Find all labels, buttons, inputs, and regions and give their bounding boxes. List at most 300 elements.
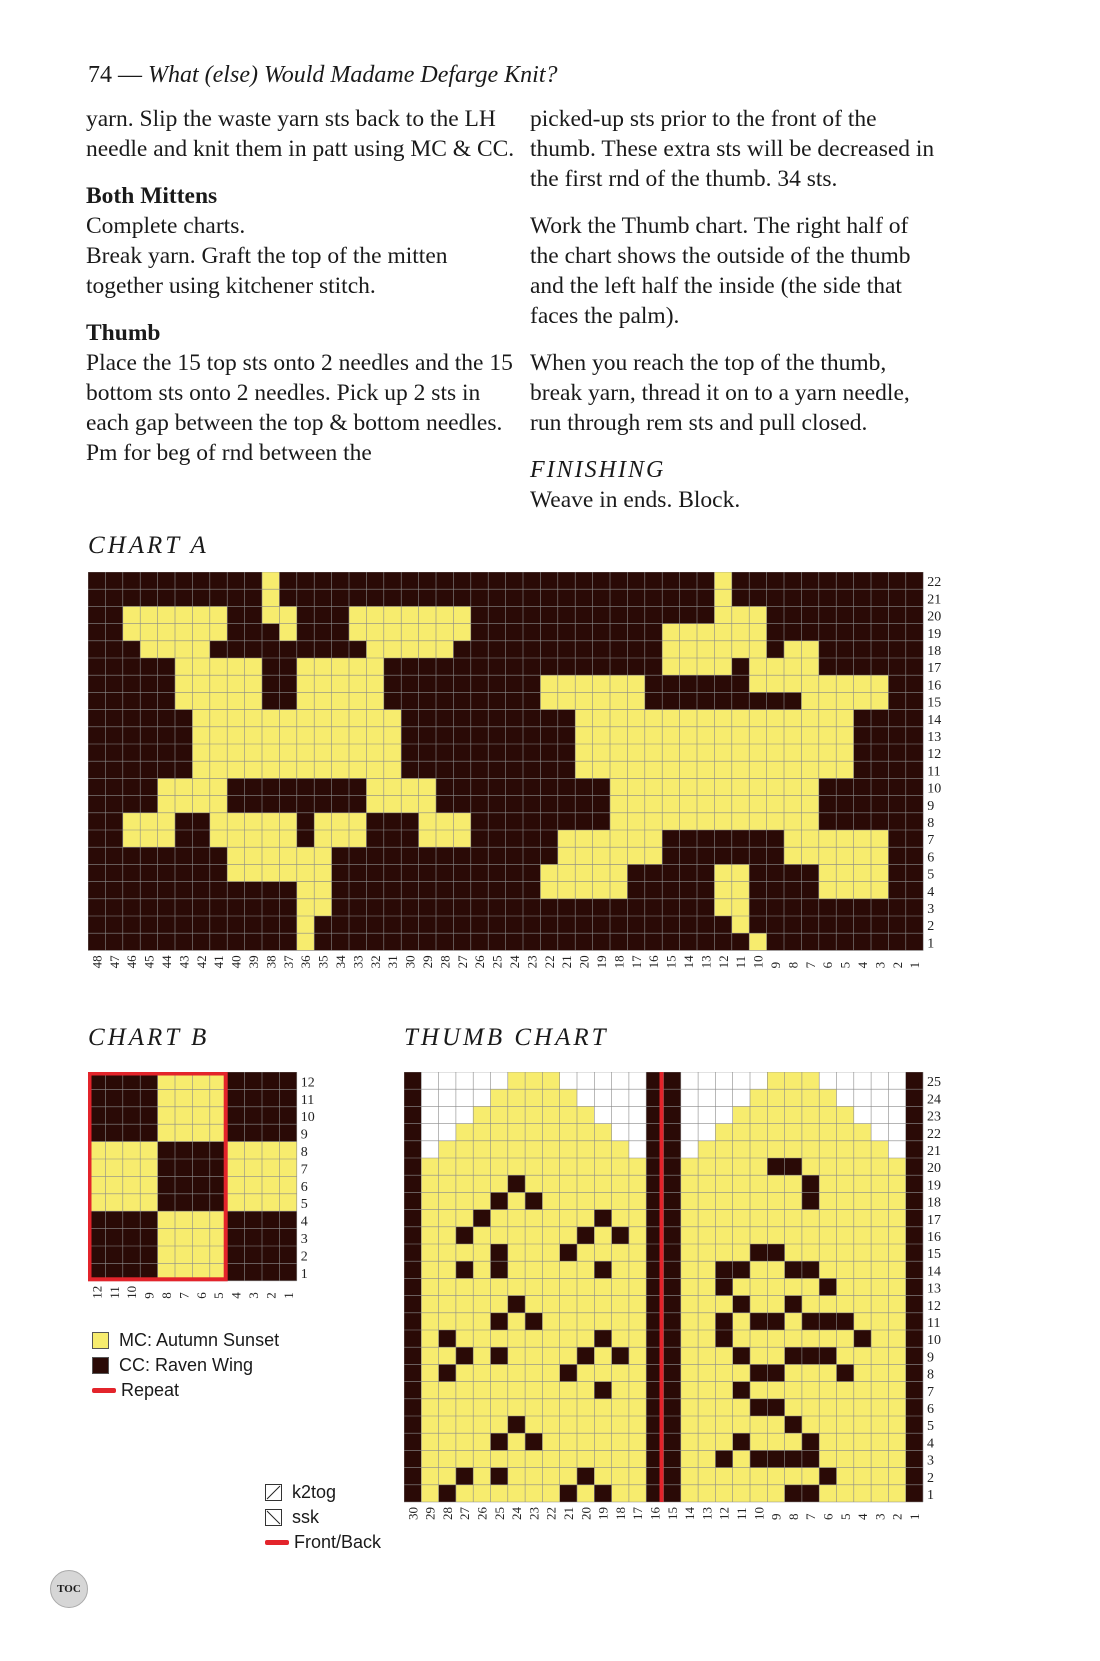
thumb-cell — [664, 1296, 681, 1313]
toc-button[interactable]: TOC — [50, 1570, 88, 1608]
thumb-cell — [888, 1347, 905, 1364]
chart-b-cell — [227, 1246, 244, 1263]
thumb-cell — [525, 1106, 542, 1123]
chart-b-cell — [227, 1176, 244, 1193]
thumb-cell — [612, 1106, 629, 1123]
thumb-cell — [456, 1399, 473, 1416]
thumb-cell — [664, 1399, 681, 1416]
thumb-cell — [681, 1089, 698, 1106]
thumb-text: Place the 15 top sts onto 2 needles and the 15 bottom sts onto 2 needles. Pick up 2 sts in each gap between the top & bottom needles. Pm for beg of rnd between the — [86, 350, 513, 466]
thumb-cc-cell — [439, 1485, 456, 1502]
thumb-col-number: 15 — [664, 1507, 680, 1520]
thumb-cell — [594, 1468, 611, 1485]
thumb-cell — [525, 1261, 542, 1278]
thumb-cell — [733, 1330, 750, 1347]
thumb-cell — [473, 1347, 490, 1364]
thumb-cell — [681, 1364, 698, 1381]
thumb-cell — [767, 1210, 784, 1227]
thumb-cell — [888, 1296, 905, 1313]
thumb-cell — [491, 1175, 508, 1192]
thumb-cell — [439, 1416, 456, 1433]
thumb-col-number: 4 — [855, 1513, 871, 1520]
thumb-cell — [542, 1330, 559, 1347]
thumb-cell — [906, 1175, 923, 1192]
thumb-cell — [404, 1416, 421, 1433]
thumb-col-number: 25 — [491, 1507, 507, 1520]
thumb-cell — [629, 1330, 646, 1347]
thumb-cell — [837, 1124, 854, 1141]
chart-b-cell — [105, 1159, 122, 1176]
chart-b-cell — [192, 1142, 209, 1159]
chart-b-row-number: 12 — [300, 1075, 315, 1091]
chart-a-col-number: 21 — [559, 955, 575, 969]
thumb-cell — [750, 1278, 767, 1295]
chart-a-grid — [88, 572, 988, 1002]
thumb-cell — [439, 1313, 456, 1330]
thumb-cc-cell — [577, 1347, 594, 1364]
thumb-cell — [439, 1296, 456, 1313]
thumb-col-number: 29 — [422, 1507, 438, 1520]
thumb-cell — [664, 1072, 681, 1089]
thumb-cell — [629, 1124, 646, 1141]
thumb-cell — [525, 1347, 542, 1364]
chart-a-col-number: 14 — [681, 955, 696, 969]
thumb-cell — [767, 1072, 784, 1089]
thumb-cell — [577, 1278, 594, 1295]
thumb-cell — [508, 1278, 525, 1295]
thumb-col-number: 13 — [699, 1507, 715, 1520]
thumb-cell — [629, 1485, 646, 1502]
thumb-cell — [837, 1261, 854, 1278]
thumb-cell — [542, 1192, 559, 1209]
thumb-cc-cell — [491, 1244, 508, 1261]
thumb-cell — [577, 1244, 594, 1261]
thumb-cell — [750, 1141, 767, 1158]
chart-b-cell — [158, 1211, 175, 1228]
thumb-cell — [733, 1089, 750, 1106]
thumb-cell — [560, 1450, 577, 1467]
thumb-cell — [750, 1158, 767, 1175]
thumb-cell — [456, 1244, 473, 1261]
thumb-cc-cell — [837, 1313, 854, 1330]
thumb-cc-cell — [525, 1192, 542, 1209]
thumb-cell — [629, 1227, 646, 1244]
thumb-cell — [837, 1468, 854, 1485]
thumb-cell — [698, 1313, 715, 1330]
thumb-cell — [664, 1141, 681, 1158]
thumb-cell — [837, 1227, 854, 1244]
chart-a-row-number: 15 — [927, 695, 942, 711]
both-mittens-heading: Both Mittens — [86, 183, 218, 209]
thumb-cell — [629, 1278, 646, 1295]
finishing-section — [530, 455, 940, 515]
thumb-cc-cell — [750, 1399, 767, 1416]
chart-b-cell — [105, 1211, 122, 1228]
thumb-cell — [819, 1124, 836, 1141]
thumb-cell — [871, 1261, 888, 1278]
thumb-cell — [888, 1210, 905, 1227]
thumb-cell — [473, 1192, 490, 1209]
chart-b-cell — [123, 1229, 140, 1246]
thumb-col-number: 6 — [820, 1513, 836, 1520]
thumb-cell — [681, 1227, 698, 1244]
thumb-cell — [750, 1433, 767, 1450]
chart-a-col-number: 16 — [646, 955, 662, 969]
thumb-cell — [733, 1278, 750, 1295]
thumb-cell — [906, 1399, 923, 1416]
thumb-cell — [577, 1416, 594, 1433]
thumb-cc-cell — [767, 1313, 784, 1330]
chart-b-cell — [105, 1194, 122, 1211]
chart-a-row-number: 2 — [927, 919, 935, 935]
thumb-cell — [594, 1175, 611, 1192]
thumb-cell — [888, 1416, 905, 1433]
thumb-cell — [664, 1106, 681, 1123]
thumb-cell — [767, 1330, 784, 1347]
chart-a-col-number: 45 — [141, 955, 157, 969]
chart-b-cell — [105, 1089, 122, 1106]
thumb-cell — [888, 1278, 905, 1295]
thumb-cell — [404, 1192, 421, 1209]
thumb-cc-cell — [785, 1158, 802, 1175]
thumb-cell — [491, 1124, 508, 1141]
thumb-cell — [733, 1450, 750, 1467]
thumb-cell — [439, 1227, 456, 1244]
thumb-cell — [819, 1192, 836, 1209]
chart-a-col-number: 37 — [280, 955, 296, 969]
thumb-cell — [525, 1158, 542, 1175]
thumb-cell — [473, 1468, 490, 1485]
chart-a-col-number: 39 — [246, 955, 261, 969]
thumb-cell — [698, 1124, 715, 1141]
thumb-cell — [715, 1468, 732, 1485]
thumb-cell — [906, 1450, 923, 1467]
thumb-chart-grid — [404, 1072, 1024, 1552]
thumb-cell — [750, 1089, 767, 1106]
thumb-cell — [439, 1175, 456, 1192]
thumb-cell — [767, 1124, 784, 1141]
thumb-col-number: 17 — [630, 1507, 646, 1520]
k2tog-label: k2tog — [292, 1482, 337, 1502]
thumb-cell — [560, 1399, 577, 1416]
thumb-cell — [439, 1347, 456, 1364]
thumb-cell — [508, 1158, 525, 1175]
thumb-cc-cell — [594, 1485, 611, 1502]
chart-a-col-number: 46 — [124, 955, 140, 969]
thumb-cell — [733, 1175, 750, 1192]
thumb-cell — [491, 1330, 508, 1347]
thumb-cell — [906, 1313, 923, 1330]
thumb-cell — [888, 1106, 905, 1123]
thumb-cell — [837, 1382, 854, 1399]
thumb-cell — [612, 1433, 629, 1450]
thumb-cell — [508, 1210, 525, 1227]
thumb-cell — [698, 1141, 715, 1158]
thumb-cell — [456, 1158, 473, 1175]
thumb-cell — [837, 1416, 854, 1433]
thumb-cell — [785, 1175, 802, 1192]
chart-b-cell — [279, 1072, 296, 1089]
thumb-cell — [473, 1382, 490, 1399]
thumb-cell — [542, 1347, 559, 1364]
thumb-cell — [715, 1141, 732, 1158]
thumb-cell — [560, 1192, 577, 1209]
thumb-cell — [577, 1124, 594, 1141]
right-paragraph-2: Work the Thumb chart. The right half of the chart shows the outside of the thumb and the left half the inside (the side that faces the palm). — [530, 213, 911, 329]
chart-a-row-number: 8 — [927, 816, 935, 831]
thumb-cell — [698, 1106, 715, 1123]
thumb-cell — [456, 1210, 473, 1227]
chart-a-mc-block — [366, 641, 453, 658]
thumb-cell — [854, 1347, 871, 1364]
thumb-cell — [871, 1124, 888, 1141]
chart-b-cell — [105, 1176, 122, 1193]
thumb-cell — [525, 1141, 542, 1158]
thumb-cell — [404, 1296, 421, 1313]
thumb-cell — [854, 1175, 871, 1192]
chart-b-cell — [105, 1124, 122, 1141]
thumb-cell — [785, 1313, 802, 1330]
thumb-cell — [906, 1106, 923, 1123]
thumb-cell — [871, 1468, 888, 1485]
thumb-col-number: 16 — [647, 1507, 663, 1520]
chart-b-cell — [123, 1142, 140, 1159]
thumb-cell — [750, 1072, 767, 1089]
chart-a-row-number: 21 — [927, 592, 942, 608]
chart-b-col-number: 9 — [141, 1292, 157, 1299]
thumb-cell — [871, 1313, 888, 1330]
chart-a-col-number: 1 — [907, 961, 923, 969]
thumb-cell — [664, 1261, 681, 1278]
chart-a-row-number: 9 — [927, 798, 935, 814]
thumb-cell — [542, 1124, 559, 1141]
chart-a-col-number: 23 — [524, 955, 540, 969]
thumb-cc-cell — [577, 1227, 594, 1244]
thumb-cell — [491, 1382, 508, 1399]
thumb-row-number: 4 — [927, 1436, 934, 1452]
left-text-column — [86, 104, 516, 485]
thumb-cc-cell — [785, 1261, 802, 1278]
chart-a-row-number: 5 — [927, 867, 935, 883]
thumb-cell — [906, 1124, 923, 1141]
chart-b-cell — [140, 1246, 157, 1263]
chart-b-cell — [262, 1159, 279, 1176]
thumb-cell — [802, 1382, 819, 1399]
thumb-cell — [837, 1192, 854, 1209]
chart-a-row-number: 13 — [927, 730, 942, 745]
chart-b-cell — [175, 1211, 192, 1228]
thumb-row-number: 8 — [927, 1367, 934, 1383]
thumb-col-number: 19 — [595, 1507, 611, 1520]
book-title: What (else) Would Madame Defarge Knit? — [148, 62, 558, 88]
thumb-cell — [577, 1261, 594, 1278]
thumb-cell — [577, 1106, 594, 1123]
thumb-cell — [785, 1364, 802, 1381]
chart-b-cell — [227, 1107, 244, 1124]
thumb-cell — [404, 1364, 421, 1381]
thumb-cell — [664, 1158, 681, 1175]
thumb-cell — [681, 1330, 698, 1347]
chart-a-row-number: 10 — [927, 781, 942, 797]
thumb-cc-cell — [785, 1416, 802, 1433]
thumb-cell — [906, 1072, 923, 1089]
thumb-cell — [837, 1450, 854, 1467]
chart-a-row-number: 16 — [927, 678, 942, 694]
chart-a-col-number: 35 — [315, 955, 331, 969]
ssk-icon — [265, 1509, 282, 1526]
chart-b-cell — [123, 1246, 140, 1263]
thumb-cell — [439, 1450, 456, 1467]
chart-b-cell — [245, 1107, 262, 1124]
thumb-cell — [560, 1210, 577, 1227]
chart-b-cell — [279, 1194, 296, 1211]
thumb-cc-cell — [612, 1347, 629, 1364]
thumb-cell — [906, 1210, 923, 1227]
chart-b-cell — [123, 1107, 140, 1124]
thumb-cell — [404, 1330, 421, 1347]
thumb-cell — [906, 1158, 923, 1175]
chart-b-row-number: 4 — [300, 1214, 308, 1230]
chart-b-row-number: 6 — [300, 1179, 308, 1195]
thumb-cell — [560, 1433, 577, 1450]
thumb-cell — [525, 1416, 542, 1433]
thumb-cc-cell — [491, 1347, 508, 1364]
thumb-cell — [560, 1416, 577, 1433]
chart-b-cell — [140, 1124, 157, 1141]
thumb-cell — [837, 1278, 854, 1295]
thumb-cell — [491, 1399, 508, 1416]
thumb-cc-cell — [594, 1261, 611, 1278]
thumb-cell — [733, 1106, 750, 1123]
thumb-cell — [664, 1347, 681, 1364]
chart-a-col-number: 22 — [541, 955, 557, 969]
thumb-cc-cell — [802, 1175, 819, 1192]
thumb-cell — [664, 1175, 681, 1192]
thumb-cell — [871, 1227, 888, 1244]
thumb-cell — [404, 1158, 421, 1175]
thumb-cell — [664, 1244, 681, 1261]
thumb-cell — [612, 1313, 629, 1330]
chart-a-row-number: 12 — [927, 747, 942, 763]
thumb-cc-cell — [491, 1261, 508, 1278]
thumb-cell — [525, 1244, 542, 1261]
thumb-cc-cell — [491, 1313, 508, 1330]
thumb-cell — [664, 1382, 681, 1399]
thumb-cell — [629, 1364, 646, 1381]
thumb-cell — [508, 1364, 525, 1381]
thumb-col-number: 28 — [439, 1507, 455, 1520]
chart-a-col-number: 29 — [420, 955, 435, 969]
chart-b-cell — [140, 1229, 157, 1246]
thumb-cell — [785, 1124, 802, 1141]
thumb-cell — [612, 1261, 629, 1278]
chart-a-col-number: 36 — [298, 955, 314, 969]
thumb-cell — [837, 1089, 854, 1106]
thumb-cc-cell — [733, 1261, 750, 1278]
chart-a-col-number: 4 — [855, 961, 870, 969]
thumb-cell — [802, 1124, 819, 1141]
thumb-cell — [594, 1089, 611, 1106]
thumb-cell — [525, 1124, 542, 1141]
chart-b-cell — [262, 1211, 279, 1228]
thumb-cc-cell — [733, 1433, 750, 1450]
thumb-cell — [577, 1330, 594, 1347]
chart-b-cell — [140, 1176, 157, 1193]
thumb-cell — [802, 1330, 819, 1347]
k2tog-icon — [265, 1484, 282, 1501]
thumb-cell — [802, 1072, 819, 1089]
chart-a-col-number: 32 — [367, 955, 383, 969]
thumb-cell — [906, 1089, 923, 1106]
thumb-cell — [854, 1141, 871, 1158]
thumb-row-number: 7 — [927, 1384, 934, 1400]
chart-a-title: CHART A — [88, 532, 209, 559]
thumb-cell — [681, 1399, 698, 1416]
thumb-row-number: 18 — [927, 1195, 941, 1211]
thumb-cell — [785, 1141, 802, 1158]
thumb-cell — [439, 1141, 456, 1158]
thumb-cell — [767, 1175, 784, 1192]
thumb-cell — [577, 1192, 594, 1209]
thumb-cell — [750, 1106, 767, 1123]
thumb-cell — [785, 1106, 802, 1123]
chart-b-cell — [192, 1159, 209, 1176]
thumb-cell — [629, 1468, 646, 1485]
thumb-cell — [664, 1278, 681, 1295]
thumb-cell — [854, 1244, 871, 1261]
chart-a-mc-block — [262, 572, 279, 624]
chart-a-col-number: 26 — [472, 955, 488, 969]
thumb-cell — [888, 1330, 905, 1347]
chart-a-col-number: 41 — [211, 955, 227, 969]
thumb-cell — [542, 1382, 559, 1399]
chart-b-cell — [158, 1246, 175, 1263]
thumb-cc-cell — [785, 1347, 802, 1364]
thumb-cell — [473, 1364, 490, 1381]
thumb-cell — [594, 1416, 611, 1433]
thumb-cell — [871, 1330, 888, 1347]
thumb-cell — [888, 1382, 905, 1399]
thumb-cell — [767, 1278, 784, 1295]
thumb-cell — [733, 1313, 750, 1330]
thumb-cell — [560, 1313, 577, 1330]
thumb-cell — [594, 1072, 611, 1089]
thumb-cell — [681, 1313, 698, 1330]
chart-a-mc-block — [714, 572, 731, 624]
thumb-cell — [785, 1072, 802, 1089]
thumb-row-number: 17 — [927, 1212, 941, 1228]
thumb-cell — [542, 1158, 559, 1175]
thumb-row-number: 22 — [927, 1126, 941, 1142]
thumb-cell — [698, 1364, 715, 1381]
thumb-cell — [525, 1382, 542, 1399]
mc-label: MC: Autumn Sunset — [119, 1330, 280, 1350]
thumb-cell — [715, 1124, 732, 1141]
thumb-cell — [508, 1399, 525, 1416]
thumb-cell — [681, 1261, 698, 1278]
thumb-cell — [404, 1382, 421, 1399]
thumb-cell — [439, 1106, 456, 1123]
thumb-row-number: 6 — [927, 1402, 934, 1417]
chart-a-row-number: 3 — [927, 902, 935, 917]
thumb-cell — [698, 1485, 715, 1502]
thumb-cell — [629, 1399, 646, 1416]
thumb-cell — [525, 1089, 542, 1106]
thumb-cc-cell — [767, 1399, 784, 1416]
chart-b-cell — [140, 1089, 157, 1106]
thumb-cc-cell — [456, 1468, 473, 1485]
thumb-cc-cell — [767, 1450, 784, 1467]
